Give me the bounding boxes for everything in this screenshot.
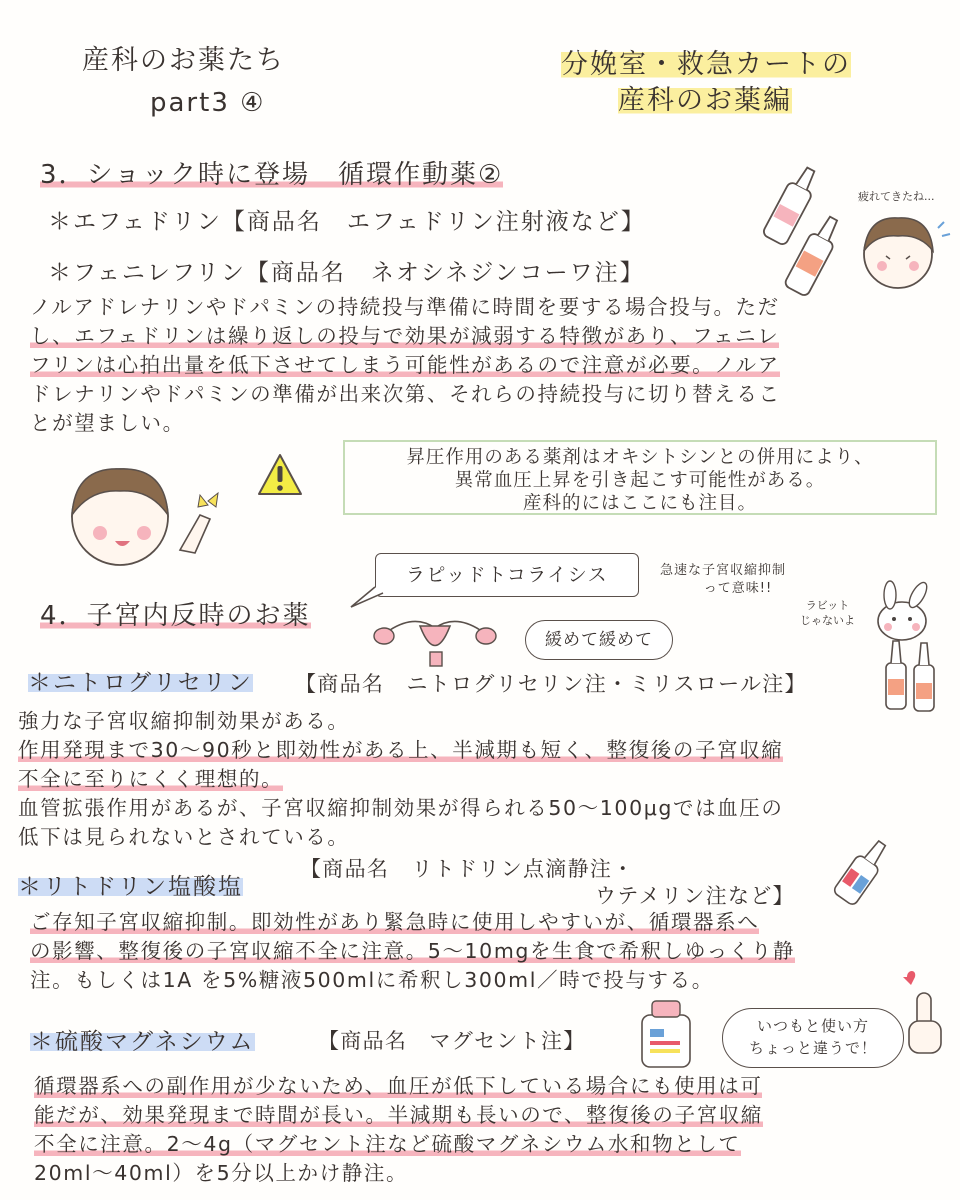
iv-bag-illustration bbox=[632, 995, 707, 1075]
ritodrine-product-line1: 【商品名 リトドリン点滴静注・ bbox=[300, 857, 635, 881]
ritodrine-product-line2: ウテメリン注など】 bbox=[595, 884, 795, 908]
magnesium-line-2: 能だが、効果発現まで時間が長い。半減期も長いので、整復後の子宮収縮 bbox=[34, 1103, 763, 1127]
drug-ephedrine: ＊エフェドリン【商品名 エフェドリン注射液など】 bbox=[48, 209, 646, 235]
pointing-character-illustration bbox=[60, 455, 230, 575]
section3-line-3: フリンは心拍出量を低下させてしまう可能性があるので注意が必要。ノルア bbox=[30, 353, 780, 377]
nitro-line-3: 不全に至りにくく理想的。 bbox=[18, 767, 284, 791]
drug-ritodrine: ＊リトドリン塩酸塩 bbox=[18, 874, 243, 900]
tired-character-illustration bbox=[858, 206, 948, 296]
page-subtitle-line1: 分娩室・救急カートの bbox=[561, 49, 851, 80]
nitro-line-2: 作用発現まで30〜90秒と即効性がある上、半減期も短く、整復後の子宮収縮 bbox=[18, 738, 784, 762]
magnesium-line-1: 循環器系への副作用が少ないため、血圧が低下している場合にも使用は可 bbox=[34, 1074, 763, 1098]
note-line-1: 昇圧作用のある薬剤はオキシトシンとの併用により、 bbox=[406, 447, 874, 468]
page-subtitle-line2: 産科のお薬編 bbox=[618, 85, 792, 116]
uterus-illustration bbox=[370, 600, 520, 670]
nitro-line-4: 血管拡張作用があるが、子宮収縮抑制効果が得られる50〜100μgでは血圧の bbox=[18, 796, 784, 820]
ritodrine-line-1: ご存知子宮収縮抑制。即効性があり緊急時に使用しやすいが、循環器系へ bbox=[30, 910, 760, 934]
drug-magnesium-sulfate: ＊硫酸マグネシウム bbox=[30, 1029, 255, 1055]
nitroglycerin-paragraph bbox=[18, 707, 783, 852]
section4-heading: 4．子宮内反時のお薬 bbox=[40, 601, 311, 631]
usage-bubble: いつもと使い方 ちょっと違うで！ bbox=[722, 1008, 904, 1068]
ampoule-illustration-3 bbox=[830, 828, 900, 908]
nitroglycerin-product: 【商品名 ニトログリセリン注・ミリスロール注】 bbox=[295, 672, 807, 696]
ritodrine-line-3: 注。もしくは1A を5%糖液500mlに希釈し300ml／時で投与する。 bbox=[30, 968, 714, 992]
loosen-bubble: 緩めて緩めて bbox=[525, 620, 673, 660]
ampoule-illustration bbox=[750, 155, 840, 295]
magnesium-product: 【商品名 マグセント注】 bbox=[318, 1029, 586, 1053]
tired-caption: 疲れてきたね... bbox=[858, 190, 935, 203]
section3-paragraph bbox=[30, 293, 781, 438]
rabbit-caption: ラビット じゃないよ bbox=[800, 599, 855, 627]
drug-phenylephrine: ＊フェニレフリン【商品名 ネオシネジンコーワ注】 bbox=[48, 260, 645, 286]
section3-line-4: ドレナリンやドパミンの準備が出来次第、それらの持続投与に切り替えるこ bbox=[30, 382, 781, 406]
section3-line-5: とが望ましい。 bbox=[30, 411, 185, 435]
section3-line-1: ノルアドレナリンやドパミンの持続投与準備に時間を要する場合投与。ただ bbox=[30, 295, 780, 319]
thumbs-up-hand-icon bbox=[895, 965, 955, 1065]
section3-heading: 3．ショック時に登場 循環作動薬② bbox=[40, 160, 504, 190]
magnesium-line-3: 不全に注意。2〜4g（マグセント注など硫酸マグネシウム水和物として bbox=[34, 1132, 741, 1156]
nitro-line-1: 強力な子宮収縮抑制効果がある。 bbox=[18, 709, 350, 733]
ampoule-illustration-2 bbox=[880, 635, 950, 715]
caution-note-box bbox=[343, 440, 937, 515]
nitro-line-5: 低下は見られないとされている。 bbox=[18, 825, 350, 849]
page-part-label: part3 ④ bbox=[150, 88, 266, 118]
section3-line-2: し、エフェドリンは繰り返しの投与で効果が減弱する特徴があり、フェニレ bbox=[30, 324, 780, 348]
page-title: 産科のお薬たち bbox=[82, 45, 285, 76]
ritodrine-paragraph bbox=[30, 908, 795, 995]
magnesium-line-4: 20ml〜40ml）を5分以上かけ静注。 bbox=[34, 1161, 409, 1185]
note-line-3: 産科的にはここにも注目。 bbox=[522, 493, 757, 514]
rapid-tocolysis-bubble: ラピッドトコライシス bbox=[375, 553, 639, 597]
note-line-2: 異常血圧上昇を引き起こす可能性がある。 bbox=[454, 470, 826, 491]
ritodrine-line-2: の影響、整復後の子宮収縮不全に注意。5〜10mgを生食で希釈しゆっくり静 bbox=[30, 939, 796, 963]
meaning-caption: 急速な子宮収縮抑制 って意味!! bbox=[660, 563, 787, 596]
warning-icon bbox=[256, 452, 304, 498]
drug-nitroglycerin: ＊ニトログリセリン bbox=[28, 670, 253, 696]
magnesium-paragraph bbox=[34, 1072, 763, 1188]
rabbit-icon bbox=[868, 583, 944, 643]
